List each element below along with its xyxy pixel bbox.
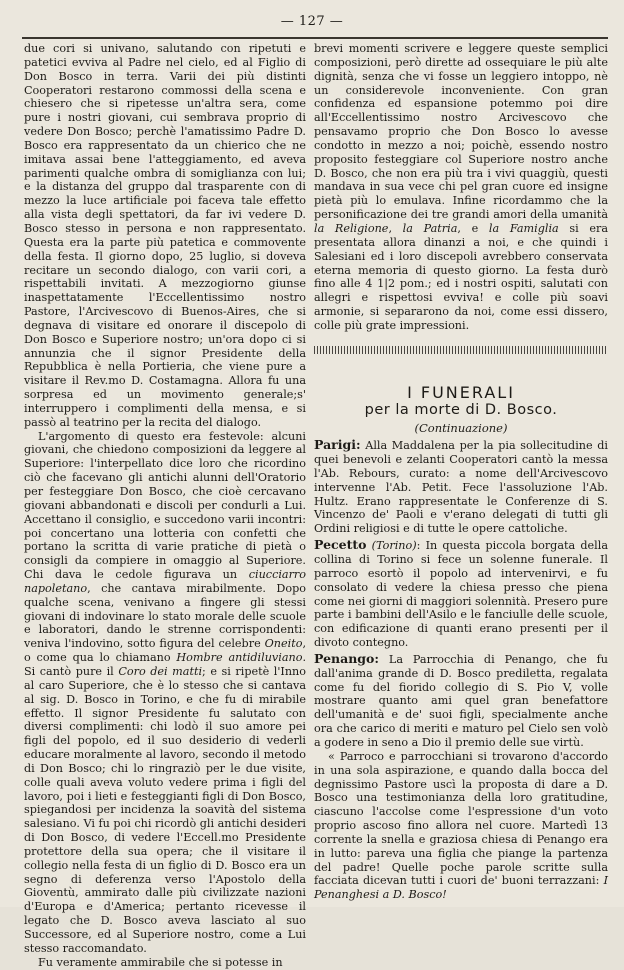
paragraph [24, 430, 306, 956]
entry-heading: Pecetto [314, 537, 367, 553]
separator-text: , [388, 221, 403, 235]
paragraph-text: . Si cantò pure il [24, 651, 306, 678]
paragraph [314, 652, 608, 750]
paragraph [314, 538, 608, 650]
italic-text: Hombre antidiluviano [176, 651, 303, 665]
entry-pecetto [314, 538, 608, 650]
section-divider [314, 346, 608, 354]
page-number: — 127 — [280, 14, 344, 29]
article-subtitle: per la morte di D. Bosco. [364, 401, 558, 418]
paragraph: due cori si univano, salutando con ripetuti e patetici evviva al Padre nel cielo, ed al Figlio di Don Bosco in terra. Varii dei più distinti Cooperatori restarono commossi della scena e chiesero che si ripetesse un'altra sera, come pure i nostri giovani, cui sembrava proprio di vedere Don Bosco; perchè l'amatissimo Padre D. Bosco era rappresentato da un chierico che ne imitava assai bene l'atteggiamento, ed aveva parimenti qualche ombra di somiglianza con lui; e la distanza del gruppo dal trasparente con di mezzo la luce artificiale poi faceva tale effetto alla vista degli spettatori, da far ivi vedere D. Bosco stesso in persona e non rappresentato. Questa era la parte più patetica e commovente della festa. Il giorno dopo, 25 luglio, si doveva recitare un secondo dialogo, con varii cori, a rispettabili invitati. A mezzogiorno giunse inaspettatamente l'Eccellentissimo nostro Pastore, l'Arcivescovo di Buenos-Aires, che si degnava di visitare ed onorare il discepolo di Don Bosco e Superiore nostro; un'ora dopo ci si annunzia che il signor Presidente della Repubblica è nella Portieria, che viene pure a visitare il Rev.mo D. Costamagna. Allora fu una sorpresa ed un movimento generale;s' interruppero i complimenti della mensa, e si passò al teatrino per la recita del dialogo. [24, 42, 306, 429]
italic-text: ciucciarro napoletano [24, 568, 307, 595]
paragraph-text: L'argomento di questo era festevole: alcuni giovani, che chiedono composizioni da leggere al Superiore: l'interpellato dice loro che ricordino ciò che facevano gli antichi alunni dell'Oratorio per festeggiare Don Bosco, che cioè cercavano giovani abbandonati e discoli per condurli a Lui. Accettano il consiglio, e succedono varii incontri: poi concertano una lotteria con confetti che portano la scritta di varie pratiche di pietà o consigli da compiere in omaggio al Superiore. Chi dava le cedole figurava un [24, 429, 306, 582]
entry-heading: Penango: [314, 650, 379, 666]
paragraph-text: brevi momenti scrivere e leggere queste semplici composizioni, però dirette ad ossequiare le più alte dignità, senza che vi fosse un leggiero intoppo, nè un considerevole inconveniente. Con gran confidenza ed espansione potemmo poi dire all'Eccellentissimo nostro Arcivescovo che pensavamo proprio che Don Bosco lo avesse condotto in mezzo a noi; poichè, essendo nostro proposito festeggiare col Superiore nostro anche D. Bosco, che non era più tra i vivi quaggiù, questi mandava in sua vece chi pel gran cuore ed insigne pietà più lo emulava. Infine ricordammo che la personificazione dei tre grandi amori della umanità [314, 42, 608, 222]
entry-text: La Parrocchia di Penango, che fu dall'anima grande di D. Bosco prediletta, regalata come fu del fiorido collegio di S. Pio V, volle mostrare quanto ami quel gran benefattore dell'umanità e de' suoi figli, specialmente anche ora che carico di meriti e maturo pel Cielo sen volò a godere in seno a Dio il premio delle sue virtù. [314, 652, 608, 749]
italic-text: la Patria [402, 221, 458, 235]
paragraph [314, 42, 608, 333]
paragraph: Fu veramente ammirabile che si potesse in [38, 955, 283, 969]
italic-text: la Famiglia [488, 221, 559, 235]
separator-text: , e [457, 221, 489, 235]
paragraph [314, 438, 608, 536]
entry-heading: Parigi: [314, 437, 361, 453]
quote-paragraph [314, 750, 608, 902]
paragraph-text: , o come qua lo chiamano [24, 637, 306, 665]
right-column [314, 42, 608, 902]
italic-text: Oneito [264, 637, 303, 651]
paragraph-text: , che cantava mirabilmente. Dopo qualche scena, venivano a fingere gli stessi giovani di indovinare lo stato morale delle scuole e laboratori, dando le strenne corrispondenti: veniva l'indovino, sotto figura del celebre [24, 581, 306, 651]
article-continuation: (Continuazione) [414, 421, 508, 436]
italic-text: la Religione [314, 221, 389, 235]
entry-parigi [314, 438, 608, 536]
article-title: I FUNERALI [407, 382, 515, 402]
paragraph-text: ; e si ripetè l'Inno al caro Superiore, che è lo stesso che si cantava al sig. D. Bosco in Torino, e che fu di mirabile effetto. Il signor Presidente fu salutato con diversi complimenti: chi lodò il suo amore pei figli del popolo, ed il suo desiderio di vederli educare moralmente al lavoro, secondo il metodo di Don Bosco; chi lo ringraziò per le due visite, colle quali aveva voluto vedere prima i figli del lavoro, poi i lieti e festeggianti figli di Don Bosco, spiegandosi per incidenza la soavità del sistema salesiano. Vi fu poi chi ricordò gli antichi desideri di Don Bosco, di vedere l'Eccell.mo Presidente protettore della sua opera; che il visitare il collegio nella festa di un figlio di D. Bosco era un segno di deferenza verso l'Apostolo della Gioventù, ammirato dalle più civilizzate nazioni d'Europa e d'America; pertanto ricevesse il legato che D. Bosco aveva lasciato al suo Successore, ed al Superiore nostro, come a Lui stesso raccomandato. [24, 664, 306, 955]
italic-text: Coro dei matti [118, 664, 203, 678]
quote-signature: I Penanghesi a D. Bosco! [314, 874, 609, 902]
entry-text: Alla Maddalena per la pia sollecitudine di quei benevoli e zelanti Cooperatori cantò la messa l'Ab. Rebours, curato: a nome dell'Arcivescovo intervenne l'Ab. Petit. Fece l'assoluzione l'Ab. Hultz. Erano rappresentate le Conferenze di S. Vincenzo de' Paoli e v'erano delegati di tutti gli Ordini religiosi e di tutte le opere cattoliche. [314, 439, 608, 536]
paragraph-text: si era presentata allora dinanzi a noi, e che quindi i Salesiani ed i loro discepoli avrebbero conservata eterna memoria di questo giorno. La festa durò fino alle 4 1|2 pom.; ed i nostri ospiti, salutati con allegri e rispettosi evviva! e colle più soavi armonie, si separarono da noi, come essi dissero, colle più grate impressioni. [314, 221, 609, 332]
quote-text: « Parroco e parrocchiani si trovarono d'accordo in una sola aspirazione, e quando dalla bocca del degnissimo Pastore uscì la proposta di dare a D. Bosco una testimonianza della loro gratitudine, ciascuno l'accolse come l'espressione d'un voto proprio ascoso fino allora nel cuore. Martedì 13 corrente la snella e graziosa chiesa di Penango era in lutto: pareva una figlia che piange la partenza del padre! Quelle poche parole scritte sulla facciata dicevan tutti i cuori de' buoni terrazzani: [314, 749, 608, 888]
entry-place: (Torino) [371, 539, 417, 553]
entry-penango [314, 652, 608, 750]
left-column [24, 42, 306, 970]
header-rule [22, 37, 608, 39]
entry-text: : In questa piccola borgata della collina di Torino si fece un solenne funerale. Il parroco esortò il popolo ad intervenirvi, e fu consolato di vedere la chiesa presso che piena come nei giorni di maggiori solennità. Presero pure parte i bambini dell'Asilo e le fanciulle delle scuole, con edificazione di quanti erano presenti per il divoto contegno. [314, 539, 608, 650]
